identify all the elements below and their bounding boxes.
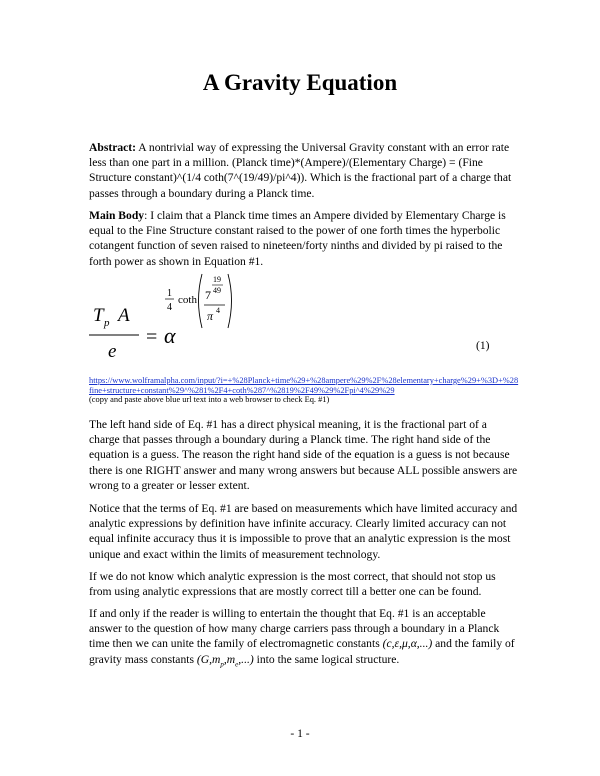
eq-inner-pi-exp: 4 [216, 306, 220, 315]
link-note: (copy and paste above blue url text into a web browser to check Eq. #1) [89, 395, 330, 404]
unification-text-c: into the same logical structure. [253, 652, 400, 666]
eq-inner-exp-num: 19 [213, 275, 221, 284]
eq-equals: = [146, 326, 158, 348]
eq-left-paren [199, 274, 203, 328]
equation-number: (1) [476, 339, 490, 352]
eq-alpha: α [164, 323, 176, 348]
unification-text-b: and the family of gravity mass constants [89, 637, 515, 666]
wolfram-link[interactable]: https://www.wolframalpha.com/input/?i=+%28Planck+time%29+%28ampere%29%2F%28elementary+charge%29+%3D+%28fine+structure+constant%29^%281%2F4+coth%287^%2819%2F49%29%2Fpi^4%29%29 [89, 376, 519, 395]
abstract-paragraph [89, 140, 519, 201]
eq-lhs-T: T [93, 305, 104, 326]
unification-text-a: If and only if the reader is willing to entertain the thought that Eq. #1 is an acceptable answer to the question of how many charge carriers pass through a boundary in a Planck time then we can unite the family of electromagnetic constants [89, 607, 500, 651]
eq-coth: coth [178, 294, 197, 306]
paragraph-analytic: If we do not know which analytic expression is the most correct, that should not stop us from using analytic expressions that are mostly correct till a better one can be found. [89, 570, 496, 599]
paragraph-accuracy: Notice that the terms of Eq. #1 are based on measurements which have limited accuracy and analytic expressions by definition have infinite accuracy. Clearly limited accuracy can not equal infinite accuracy thus it is impossible to prove that an analytic expression is the most unique and exact within the limits of measurement technology. [89, 502, 518, 561]
paragraph-unification [89, 606, 519, 672]
em-constants: (c,ε,μ,α,...) [382, 637, 433, 651]
eq-inner-exp-den: 49 [213, 286, 221, 295]
eq-lhs-e: e [108, 341, 117, 362]
abstract-label: Abstract: [89, 141, 137, 154]
main-body-paragraph [89, 208, 519, 269]
eq-lhs-A: A [118, 305, 130, 326]
eq-right-paren [228, 274, 232, 328]
gravity-constants: $(G,m_p,m_e,...)$ [196, 652, 254, 668]
eq-inner-7: 7 [205, 288, 211, 302]
main-body-label: Main Body [89, 209, 145, 222]
eq-exp-frac-den: 4 [167, 302, 172, 313]
abstract-text: A nontrivial way of expressing the Universal Gravity constant with an error rate less than one part in a million. (Planck time)*(Ampere)/(Elementary Charge) = (Fine Structure constant)^(1/4 coth(7^(19/49)/pi^4)). Which is the fractional part of a charge that passes through a boundary during a Planck time. [89, 141, 512, 200]
page-number: - 1 - [290, 727, 310, 740]
eq-lhs-sub-p: p [104, 317, 110, 329]
paragraph-lhs-meaning: The left hand side of Eq. #1 has a direct physical meaning, it is the fractional part of a charge that passes through a boundary during a Planck time. The right hand side of the equation is a guess. The reason the right hand side of the equation is a guess is not because there is one RIGHT answer and many wrong answers but because ALL possible answers are wrong to a greater or lesser extent. [89, 418, 518, 492]
eq-exp-frac-num: 1 [167, 288, 172, 299]
equation-1 [85, 268, 255, 378]
eq-inner-pi: π [207, 309, 214, 323]
main-body-text: : I claim that a Planck time times an Ampere divided by Elementary Charge is equal to the Fine Structure constant raised to the power of one forth times the hyperbolic cotangent function of seven raised to nineteen/forty ninths and divided by pi raised to the forth power as shown in Equation #1. [89, 209, 506, 268]
page-title: A Gravity Equation [202, 70, 398, 95]
